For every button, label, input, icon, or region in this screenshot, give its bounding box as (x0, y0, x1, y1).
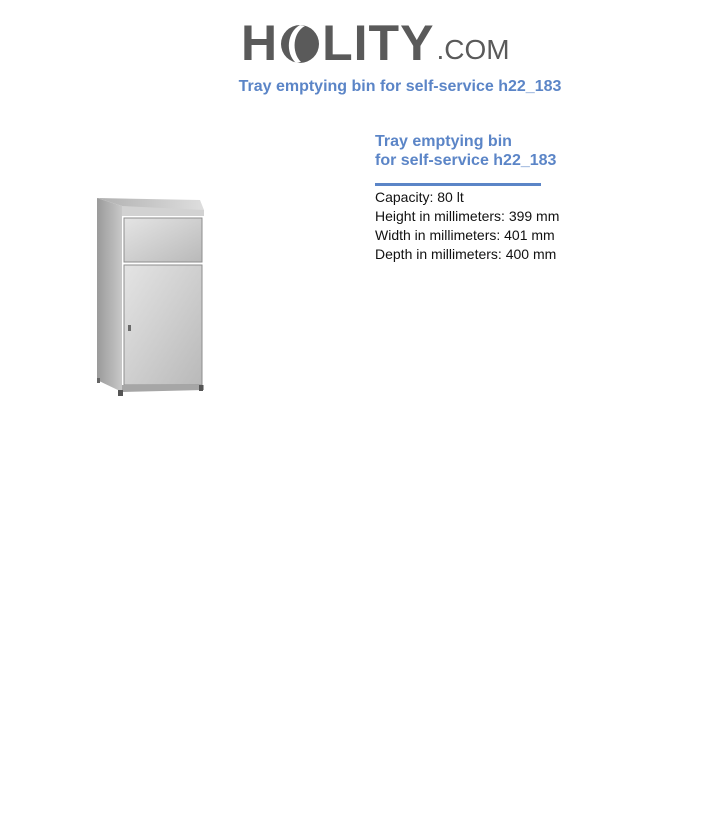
logo-wordmark (241, 15, 435, 71)
product-title (375, 132, 675, 170)
spec-height: Height in millimeters: 399 mm (375, 208, 560, 224)
logo-dotcom: .COM (436, 34, 510, 65)
logo-letters-lity: LITY (322, 15, 435, 71)
product-details (375, 132, 675, 264)
page-title: Tray emptying bin for self-service h22_183 (238, 78, 562, 95)
site-logo (241, 10, 510, 71)
product-image (88, 190, 218, 400)
logo-o-icon (279, 18, 321, 68)
spec-capacity: Capacity: 80 lt (375, 189, 464, 205)
logo-letter-h: H (241, 15, 279, 71)
product-title-line1: Tray emptying bin (375, 133, 512, 150)
stainless-steel-bin-icon (88, 190, 218, 400)
title-divider (375, 183, 541, 186)
spec-width: Width in millimeters: 401 mm (375, 227, 555, 243)
spec-depth: Depth in millimeters: 400 mm (375, 246, 557, 262)
product-title-line2: for self-service h22_183 (375, 152, 557, 169)
